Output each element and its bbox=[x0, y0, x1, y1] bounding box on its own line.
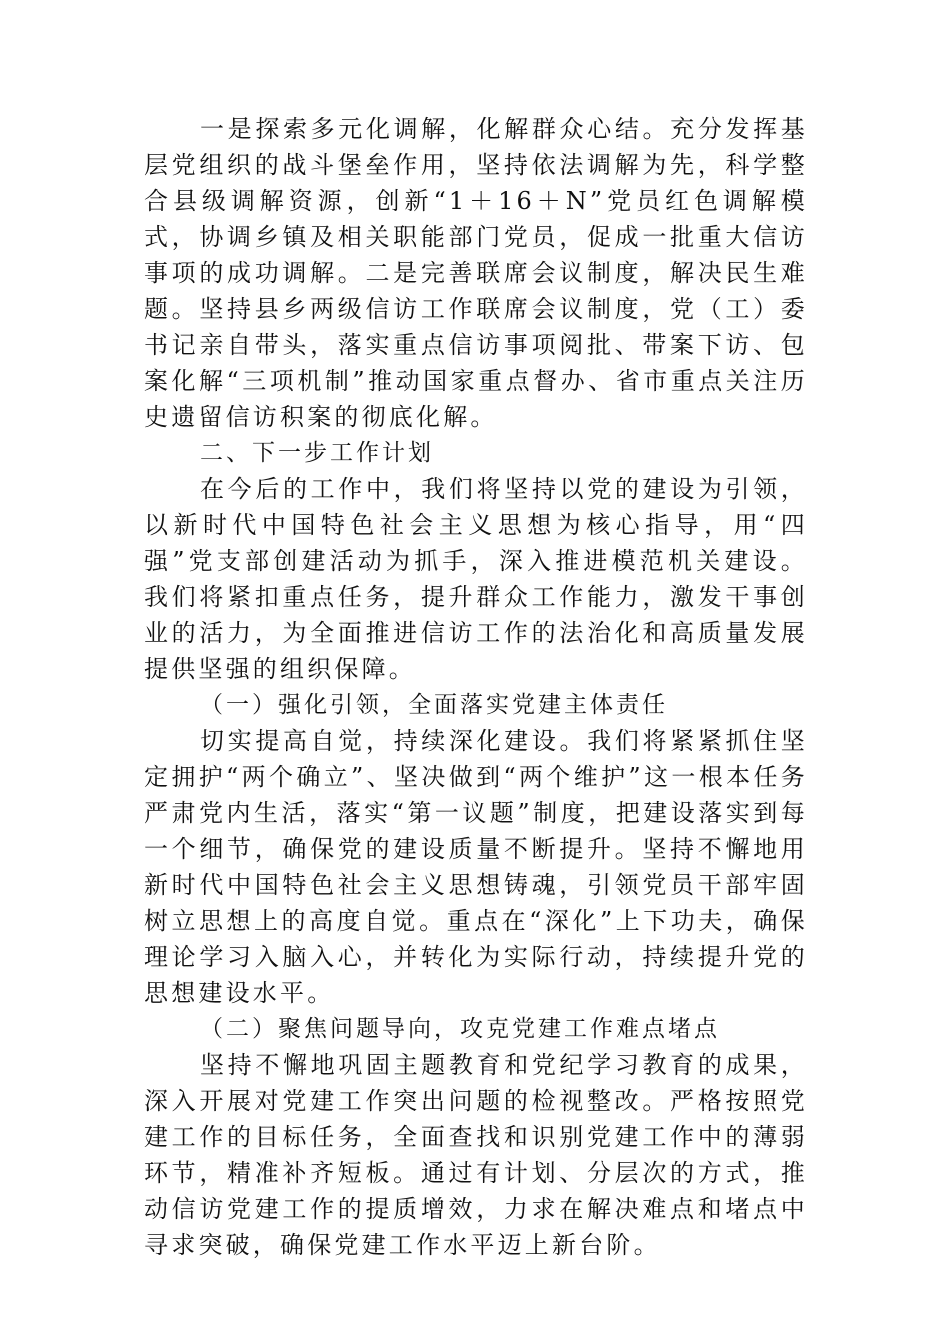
subsection-heading-leadership: （一）强化引领，全面落实党建主体责任 bbox=[200, 692, 668, 718]
document-body bbox=[144, 111, 808, 1263]
paragraph-next-steps-intro: 在今后的工作中，我们将坚持以党的建设为引领，以新时代中国特色社会主义思想为核心指导，用“四强”党支部创建活动为抓手，深入推进模范机关建设。我们将紧扣重点任务，提升群众工作能力，激发干事创业的活力，为全面推进信访工作的法治化和高质量发展提供坚强的组织保障。 bbox=[144, 475, 808, 683]
paragraph-leadership: 切实提高自觉，持续深化建设。我们将紧紧抓住坚定拥护“两个确立”、坚决做到“两个维护”这一根本任务严肃党内生活，落实“第一议题”制度，把建设落实到每一个细节，确保党的建设质量不断提升。坚持不懈地用新时代中国特色社会主义思想铸魂，引领党员干部牢固树立思想上的高度自觉。重点在“深化”上下功夫，确保理论学习入脑入心，并转化为实际行动，持续提升党的思想建设水平。 bbox=[144, 727, 808, 1007]
paragraph-mediation: 一是探索多元化调解，化解群众心结。充分发挥基层党组织的战斗堡垒作用，坚持依法调解为先，科学整合县级调解资源，创新“1＋16＋N”党员红色调解模式，协调乡镇及相关职能部门党员，促成一批重大信访事项的成功调解。二是完善联席会议制度，解决民生难题。坚持县乡两级信访工作联席会议制度，党（工）委书记亲自带头，落实重点信访事项阅批、带案下访、包案化解“三项机制”推动国家重点督办、省市重点关注历史遗留信访积案的彻底化解。 bbox=[144, 115, 808, 431]
section-heading-next-steps: 二、下一步工作计划 bbox=[200, 440, 434, 466]
subsection-heading-problem-orientation: （二）聚焦问题导向，攻克党建工作难点堵点 bbox=[200, 1016, 720, 1042]
paragraph-problem-orientation: 坚持不懈地巩固主题教育和党纪学习教育的成果，深入开展对党建工作突出问题的检视整改。严格按照党建工作的目标任务，全面查找和识别党建工作中的薄弱环节，精准补齐短板。通过有计划、分层次的方式，推动信访党建工作的提质增效，力求在解决难点和堵点中寻求突破，确保党建工作水平迈上新台阶。 bbox=[144, 1051, 808, 1259]
